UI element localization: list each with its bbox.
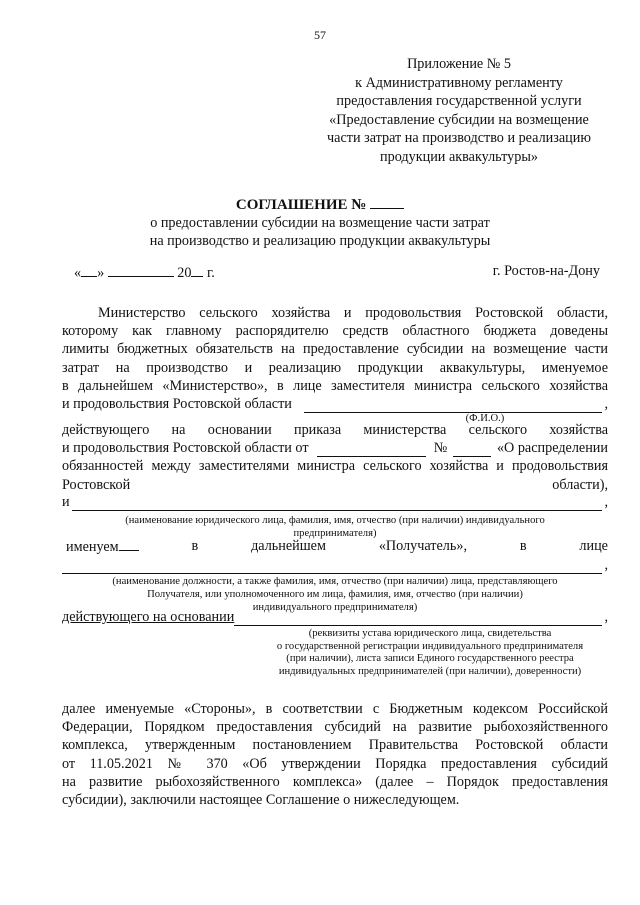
paragraph-line: и продовольствия Ростовской области: [62, 396, 292, 413]
recipient-word: дальнейшем: [251, 538, 326, 554]
paragraph-line: далее именуемые «Стороны», в соответствии с Бюджетным кодексом Российской: [62, 701, 608, 717]
official-name-line: [62, 395, 608, 413]
paragraph-line: Министерство сельского хозяйства и продовольствия Ростовской области,: [98, 305, 608, 321]
day-blank: [81, 263, 97, 277]
document-title-block: [0, 195, 640, 250]
line-end-comma: ,: [604, 557, 608, 574]
order-title-start: «О распределении: [496, 440, 608, 457]
date-close-quote: »: [97, 265, 105, 281]
paragraph-line: субсидии), заключили настоящее Соглашение о нижеследующем.: [62, 792, 460, 809]
representative-caption: индивидуального предпринимателя): [252, 601, 418, 613]
official-name-blank: [304, 398, 603, 413]
date-open-quote: «: [74, 265, 82, 281]
basis-label: действующего на основании: [62, 609, 235, 625]
page-number: 57: [314, 28, 326, 42]
order-number-blank: [453, 443, 491, 457]
year-blank: [191, 263, 203, 277]
representative-blank: [62, 559, 602, 574]
appendix-header: [318, 55, 600, 167]
paragraph-line: Федерации, Порядком предоставления субсидий на развитие рыбохозяйственного: [62, 719, 608, 736]
appendix-line: предоставления государственной услуги: [336, 93, 582, 110]
representative-caption: (наименование должности, а также фамилия, имя, отчество (при наличии) лица, представляющего: [112, 576, 558, 588]
order-date-line: [62, 439, 608, 457]
basis-caption: индивидуальных предпринимателей (при наличии), доверенности): [278, 665, 582, 677]
region-line: [62, 476, 608, 494]
paragraph-ministry: [62, 304, 608, 426]
basis-blank: [234, 611, 602, 626]
appendix-line: к Административному регламенту: [355, 74, 563, 91]
subtitle-line: о предоставлении субсидии на возмещение части затрат: [150, 215, 490, 231]
recipient-word: в: [519, 538, 527, 554]
paragraph-line: комплекса, утвержденным постановлением Правительства Ростовской области: [62, 737, 608, 754]
month-blank: [108, 263, 174, 277]
recipient-word: «Получатель»,: [378, 538, 467, 554]
basis-caption: о государственной регистрации индивидуального предпринимателя: [276, 640, 584, 652]
year-prefix: 20: [177, 265, 192, 281]
paragraph-line: в дальнейшем «Министерство», в лице заместителя министра сельского хозяйства: [62, 377, 608, 394]
order-number-label: №: [433, 440, 448, 457]
region-right: области),: [552, 476, 608, 493]
recipient-word: в: [191, 538, 199, 554]
paragraph-line: затрат на производство и реализацию продукции аквакультуры, именуемое: [62, 359, 608, 376]
order-date-label: и продовольствия Ростовской области от: [62, 440, 309, 457]
paragraph-line: на развитие рыбохозяйственного комплекса» (далее – Порядок предоставления: [62, 773, 608, 790]
party-prefix: и: [62, 494, 70, 510]
line-end-comma: ,: [604, 609, 608, 625]
basis-block: [62, 608, 608, 679]
region-left: Ростовской: [62, 476, 131, 493]
paragraph-parties: [62, 700, 608, 809]
year-suffix: г.: [207, 265, 215, 281]
appendix-line: продукции аквакультуры»: [380, 148, 538, 165]
paragraph-line: обязанностей между заместителями министра сельского хозяйства и продовольствия: [62, 458, 608, 475]
paragraph-line: которому как главному распорядителю средств областного бюджета доведены: [62, 323, 608, 340]
paragraph-line: действующего на основании приказа министерства сельского хозяйства: [62, 422, 608, 438]
order-date-blank: [317, 443, 426, 457]
representative-caption: Получателя, или уполномоченного им лица, фамилия, имя, отчество (при наличии): [147, 589, 523, 600]
paragraph-line: от 11.05.2021 № 370 «Об утверждении Порядка предоставления субсидий: [62, 755, 608, 772]
paragraph-line: лимиты бюджетных обязательств на предоставление субсидии на возмещение части: [62, 341, 608, 358]
recipient-word: лице: [579, 538, 608, 554]
document-title-text: СОГЛАШЕНИЕ №: [235, 197, 367, 213]
subtitle-line: на производство и реализацию продукции аквакультуры: [149, 233, 491, 249]
party-block: [62, 493, 608, 540]
agreement-number-blank: [370, 195, 404, 209]
date-place-row: [74, 263, 600, 282]
fio-caption: (Ф.И.О.): [465, 413, 505, 425]
paragraph-order: [62, 421, 608, 494]
recipient-block: [62, 537, 608, 614]
representative-line: [62, 556, 608, 574]
recipient-line: [62, 537, 608, 556]
basis-caption: (реквизиты устава юридического лица, свидетельства: [308, 628, 552, 640]
recipient-word: именуем: [66, 539, 119, 555]
city: г. Ростов-на-Дону: [492, 263, 600, 279]
appendix-line: части затрат на производство и реализацию: [327, 130, 591, 147]
recipient-ending-blank: [119, 537, 139, 551]
line-end-comma: ,: [604, 494, 608, 510]
party-caption: (наименование юридического лица, фамилия, имя, отчество (при наличии) индивидуального: [125, 515, 545, 527]
line-end-comma: ,: [604, 396, 608, 413]
document-title: [0, 195, 640, 214]
basis-line: [62, 608, 608, 626]
party-name-blank: [72, 496, 603, 511]
party-name-line: [62, 493, 608, 511]
basis-caption: (при наличии), листа записи Единого государственного реестра: [286, 653, 574, 665]
party-caption: предпринимателя): [293, 527, 377, 539]
appendix-line: «Предоставление субсидии на возмещение: [329, 111, 589, 128]
appendix-line: Приложение № 5: [407, 56, 511, 72]
